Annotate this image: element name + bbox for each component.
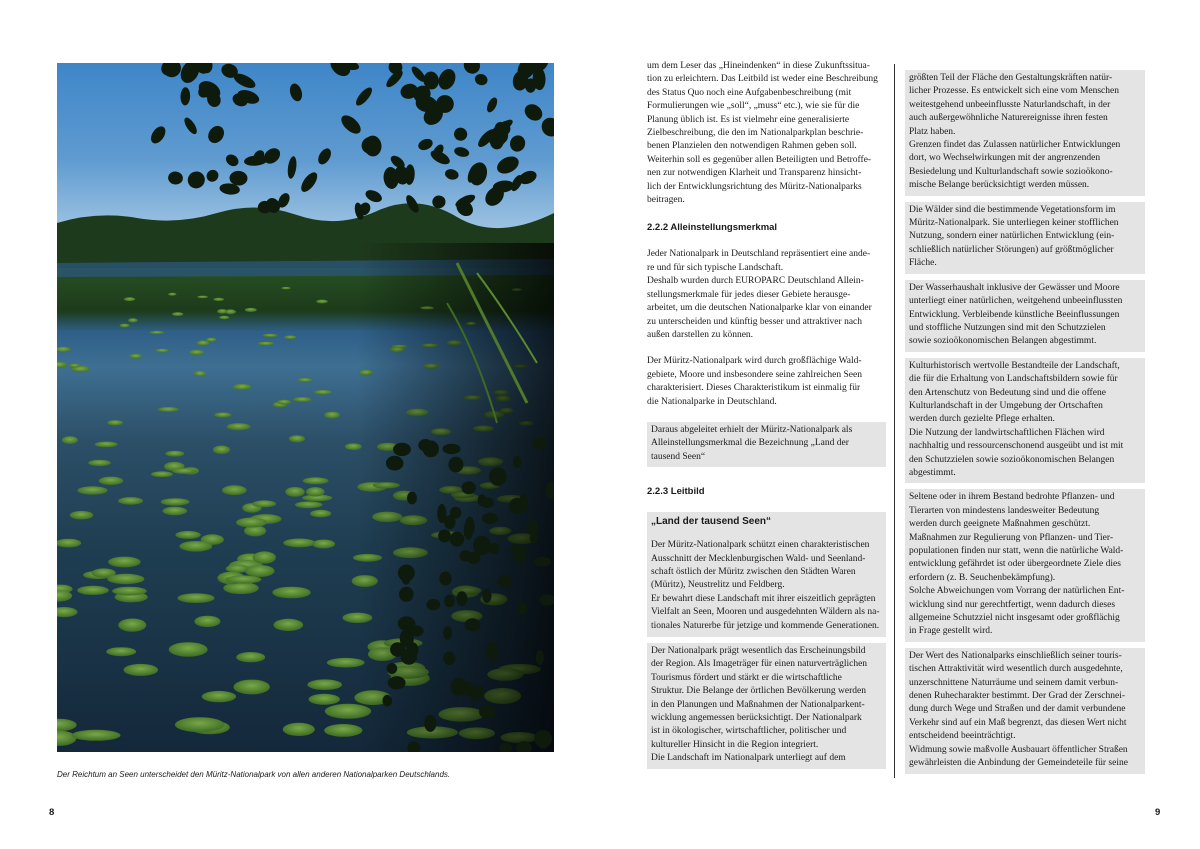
lily-pad [149, 331, 164, 334]
text-line: auch außergewöhnliche Naturereignisse ihren festen [909, 113, 1108, 124]
text-line: Er bewahrt diese Landschaft mit ihrer eiszeitlich geprägten [651, 593, 876, 604]
text-line: Die Nutzung der landwirtschaftlichen Flächen wird [909, 427, 1105, 438]
leitbild-box-5 [905, 280, 1145, 352]
text-line: lich der Entwicklungsrichtung des Müritz-Nationalparks [647, 181, 862, 192]
shrub-leaf [509, 498, 527, 514]
text-line: charakterisiert. Dieses Charakteristikum ist einmalig für [647, 383, 861, 394]
shrub-leaf [480, 497, 493, 508]
text-line: kultureller Hinsicht in die Region integriert. [651, 739, 819, 750]
lily-pad [172, 468, 196, 474]
shrub-leaf [387, 663, 398, 674]
text-line: Kulturhistorisch wertvolle Bestandteile der Landschaft, [909, 360, 1120, 371]
lily-pad [225, 575, 261, 583]
lily-pad [57, 607, 78, 617]
text-line: werden durch gezielte Pflege erhalten. [909, 414, 1055, 425]
lily-pad [214, 412, 231, 417]
text-line: Struktur. Die Belange der örtlichen Bevölkerung werden [651, 686, 867, 697]
shrub-leaf [467, 552, 480, 565]
lily-pad [222, 485, 247, 495]
lily-pad [88, 460, 111, 466]
lily-pad [196, 340, 209, 345]
tree-leaf [364, 188, 384, 205]
shrub-leaf [490, 543, 500, 554]
tree-leaf [180, 87, 190, 106]
lily-pad [168, 293, 176, 296]
text-line: Alleinstellungsmerkmal die Bezeichnung „Land der [651, 438, 849, 449]
tree-leaf [435, 66, 458, 92]
alleinstellung-paragraph-1 [647, 248, 886, 342]
lily-pad [77, 586, 109, 595]
page-number-right: 9 [1155, 807, 1161, 818]
lily-pad [99, 477, 124, 485]
tree-leaf [167, 171, 183, 186]
text-line: denen Ruhecharakter bestimmt. Der Grad der Zerschnei- [909, 691, 1126, 702]
alleinstellung-paragraph-2 [647, 355, 886, 409]
lily-pad [236, 652, 265, 662]
lily-pad [57, 731, 76, 746]
text-line: und stoffliche Nutzungen sind mit den Schutzzielen [909, 322, 1106, 333]
lily-pad [189, 350, 204, 355]
lily-pad [274, 619, 304, 631]
lily-pad [197, 296, 208, 299]
shrub-leaf [386, 456, 404, 471]
lily-pad [213, 446, 230, 455]
text-line: entscheidend beeinträchtigt. [909, 731, 1016, 742]
shrub-leaf [464, 521, 473, 540]
shrub-leaf [426, 599, 440, 610]
text-line: die Nationalparke in Deutschland. [647, 396, 777, 407]
text-line: wicklung angemessen berücksichtigt. Der Nationalpark [651, 713, 862, 724]
lily-pad [324, 724, 362, 737]
text-line: Die Landschaft im Nationalpark unterliegt auf dem [651, 753, 846, 764]
text-line: des Status Quo noch eine Aufgabenbeschreibung (mit [647, 87, 852, 98]
text-line: Tierarten von mindestens landesweiter Bedeutung [909, 505, 1100, 516]
shrub-leaf [527, 520, 539, 535]
tree-leaf [160, 63, 184, 80]
lily-pad [219, 316, 229, 320]
text-line: unzerschnittene Naturräume und seinem damit verbun- [909, 677, 1119, 688]
leitbild-box-6 [905, 358, 1145, 484]
tree-leaf [538, 115, 554, 140]
text-line: tischen Attraktivität wird wesentlich durch ausgedehnte, [909, 664, 1123, 675]
text-line: Fläche. [909, 258, 937, 269]
shrub-leaf [482, 589, 491, 603]
lily-pad [62, 436, 78, 444]
text-line: erfordern (z. B. Seuchenbekämpfung). [909, 572, 1056, 583]
right-page-right-column [905, 70, 1145, 780]
shrub-leaf [443, 652, 455, 665]
leitbild-box-8 [905, 648, 1145, 774]
shrub-leaf [444, 595, 455, 608]
tree-leaf [521, 101, 545, 124]
shrub-leaf [456, 591, 467, 606]
lily-pad [120, 324, 130, 328]
shrub-leaf [393, 443, 411, 456]
lily-pad [316, 300, 328, 304]
lily-pad [161, 498, 190, 505]
text-line: allgemeine Schutzziel nicht insgesamt oder großflächig [909, 613, 1120, 624]
tree-leaf [453, 146, 470, 159]
text-line: Solche Abweichungen vom Vorrang der natürlichen Ent- [909, 586, 1125, 597]
lily-pad [57, 539, 81, 548]
text-line: stellungsmerkmale für jedes dieser Gebiete herausge- [647, 289, 851, 300]
text-line: Jeder Nationalpark in Deutschland repräsentiert eine ande- [647, 249, 871, 260]
text-line: benen Planzielen den notwendigen Rahmen geben soll. [647, 141, 857, 152]
tree-leaf [452, 126, 469, 143]
lily-pad [158, 407, 179, 412]
text-line: Die Wälder sind die bestimmende Vegetationsform im [909, 204, 1116, 215]
lily-pad [77, 486, 107, 494]
shrub-leaf [407, 492, 417, 505]
shrub-leaf [399, 587, 414, 602]
text-line: außen darstellen zu können. [647, 329, 754, 340]
tree-leaf [182, 116, 199, 136]
lily-pad [298, 378, 313, 382]
text-line: nachhaltig und ressourcenschonend ausgeübt und ist mit [909, 441, 1124, 452]
shrub-leaf [401, 649, 417, 665]
tree-leaf [338, 112, 364, 137]
shrub-leaf [438, 529, 451, 542]
lily-pad [295, 501, 323, 508]
lily-pad [178, 593, 215, 603]
text-line: zu unterscheiden und künftig besser und attraktiver nach [647, 316, 862, 327]
text-line: um dem Leser das „Hineindenken“ in diese Zukunftssitua- [647, 61, 870, 71]
lily-pad [314, 390, 332, 395]
column-divider [894, 64, 895, 778]
lily-pad [155, 349, 169, 353]
text-line: abgestimmt. [909, 467, 956, 478]
leitbild-box-3 [905, 70, 1145, 196]
lily-pad [257, 342, 274, 346]
tree-leaf [353, 85, 374, 108]
text-line: Grenzen findet das Zulassen natürlicher Entwicklungen [909, 140, 1121, 151]
text-line: in den Planungen und Maßnahmen der Nationalparkent- [651, 699, 865, 710]
lily-pad [245, 565, 275, 577]
lily-pad [307, 679, 342, 690]
lily-pad [283, 539, 315, 548]
lily-pad [284, 335, 297, 339]
lake-photo [57, 63, 554, 752]
lily-pad [169, 642, 208, 657]
text-line: licher Prozesse. Es entwickelt sich eine vom Menschen [909, 86, 1119, 97]
shrub-leaf [463, 682, 475, 697]
lily-pad [202, 691, 236, 702]
tree-leaf [417, 137, 435, 152]
tree-leaf [185, 168, 208, 191]
shrub-leaf [482, 513, 498, 524]
text-line: populationen finden nur statt, wenn die natürliche Wald- [909, 546, 1124, 556]
lily-pad [107, 574, 144, 584]
shrub-leaf [465, 618, 481, 631]
shrub-leaf [409, 626, 423, 637]
text-line: tion zu erleichtern. Das Leitbild ist weder eine Beschreibung [647, 74, 878, 85]
text-line: Entwicklung. Verbleibende künstliche Beeinflussungen [909, 309, 1120, 320]
lily-pad [175, 531, 200, 539]
tree-leaf [485, 96, 499, 114]
text-line: in Frage gestellt wird. [909, 626, 993, 637]
shrub-leaf [513, 547, 526, 563]
lily-pad [289, 435, 305, 442]
shrub-leaf [518, 602, 527, 614]
tree-leaf [508, 133, 527, 153]
shrub-leaf [418, 439, 432, 451]
lily-pad [312, 540, 335, 549]
lily-pad [253, 551, 276, 563]
page-number-left: 8 [49, 807, 55, 818]
shrub-leaf [532, 438, 546, 449]
lily-pad [245, 308, 257, 312]
text-line: werden durch geeignete Maßnahmen geschützt. [909, 519, 1091, 530]
shrub-leaf [489, 467, 507, 486]
text-line: arbeitet, um die deutschen Nationalparke klar von einander [647, 303, 872, 314]
lily-pad [236, 518, 267, 528]
lily-pad [165, 451, 184, 457]
lily-pad [172, 312, 183, 316]
tree-leaf [409, 64, 428, 84]
lily-pad [108, 557, 140, 568]
text-line: unterliegt einer natürlichen, weitgehend unbeeinflussten [909, 296, 1123, 307]
shrub-leaf [536, 650, 544, 665]
text-line: Kulturlandschaft in der Umgebung der Ortschaften [909, 400, 1103, 411]
lily-pad [118, 497, 143, 505]
text-line: tionales Naturerbe für jetzige und kommende Generationen. [651, 620, 880, 631]
lily-pad [124, 664, 159, 676]
shrub-leaf [398, 565, 415, 582]
lily-pad [194, 616, 220, 627]
lily-pad [71, 730, 120, 741]
lily-pad [272, 587, 310, 599]
tree-leaf [298, 170, 320, 195]
tree-leaf [205, 123, 227, 146]
shrub-leaf [382, 695, 392, 707]
lily-pad [95, 442, 118, 448]
lily-pad [227, 423, 251, 430]
tree-leaf [204, 167, 221, 184]
shrub-leaf [439, 572, 451, 586]
lily-pad [151, 471, 173, 477]
lily-pad [179, 541, 212, 552]
lily-pad [128, 318, 138, 322]
lily-pad [293, 397, 311, 402]
lake-photo-illustration [57, 63, 554, 752]
text-line: mische Belange berücksichtigt werden müssen. [909, 180, 1090, 191]
lily-pad [310, 510, 331, 518]
text-line: dung durch Wege und Straßen und der damit verbundene [909, 704, 1126, 715]
text-line: wicklung sind nur gerechtfertigt, wenn dadurch dieses [909, 599, 1116, 610]
lily-pad [281, 287, 290, 289]
text-line: Daraus abgeleitet erhielt der Müritz-Nationalpark als [651, 424, 853, 435]
lily-pad [124, 297, 135, 301]
text-line: Der Müritz-Nationalpark wird durch großflächige Wald- [647, 356, 862, 367]
text-line: nen zur notwendigen Klarheit und Transparenz hinsicht- [647, 168, 862, 179]
text-line: Deshalb wurden durch EUROPARC Deutschland Allein- [647, 276, 864, 287]
shrub-leaf [486, 642, 498, 662]
tree-leaf [316, 146, 334, 166]
shrub-leaf [513, 456, 521, 468]
text-line: ist in ökologischer, wirtschaftlicher, politischer und [651, 726, 847, 737]
right-page-middle-column [647, 60, 886, 775]
lily-pad [57, 347, 71, 353]
text-line: re und für sich typische Landschaft. [647, 262, 784, 273]
text-line: der Region. Als Imageträger für einen naturverträglichen [651, 659, 868, 670]
lily-pad [57, 590, 72, 601]
lily-pad [306, 487, 325, 496]
text-line: Maßnahmen zur Regulierung von Pflanzen- und Tier- [909, 532, 1114, 543]
shrub-leaf [443, 626, 452, 639]
shrub-leaf [424, 715, 436, 732]
text-line: Weiterhin soll es gegenüber allen Beteiligten und Betroffe- [647, 154, 872, 165]
lily-pad [112, 587, 147, 596]
lily-pad [213, 298, 224, 301]
tree-leaf [286, 156, 297, 180]
shrub-leaf [450, 532, 465, 547]
text-line: Der Wert des Nationalparks einschließlich seiner touris- [909, 650, 1122, 661]
shrub-leaf [448, 457, 463, 473]
lily-pad [69, 364, 81, 368]
text-line: den Artenschutz von Bedeutung sind und die offene [909, 387, 1106, 398]
heading-2-2-2: 2.2.2 Alleinstellungsmerkmal [647, 222, 778, 234]
lily-pad [234, 680, 270, 695]
text-line: tausend Seen“ [651, 451, 706, 462]
lily-pad [107, 420, 123, 425]
alleinstellung-box [647, 422, 886, 467]
lily-pad [285, 487, 304, 497]
lily-pad [129, 354, 142, 359]
text-line: Der Nationalpark prägt wesentlich das Erscheinungsbild [651, 646, 866, 656]
text-line: Tourismus fördert und stärkt er die wirtschaftliche [651, 672, 842, 683]
text-line: Der Müritz-Nationalpark schützt einen charakteristischen [651, 540, 870, 551]
text-line: dort, wo Wechselwirkungen mit der angrenzenden [909, 153, 1101, 164]
tree-leaf [261, 145, 283, 167]
text-line: Der Wasserhaushalt inklusive der Gewässer und Moore [909, 282, 1120, 293]
lily-pad [57, 362, 67, 368]
text-line: Platz haben. [909, 126, 956, 137]
leitbild-title-box [647, 512, 886, 637]
photo-caption: Der Reichtum an Seen unterscheidet den Müritz-Nationalpark von allen anderen Nationalparken Deutschlands. [57, 770, 451, 779]
text-line: größten Teil der Fläche den Gestaltungskräften natür- [909, 73, 1113, 83]
text-line: Formulierungen wie „soll“, „muss“ etc.), wie sie für die [647, 101, 860, 112]
text-line: gebiete, Moore und insbesondere seine zahlreichen Seen [647, 369, 862, 380]
lily-pad [70, 511, 93, 520]
text-line: weitestgehend unbeeinflusste Naturlandschaft, in der [909, 99, 1111, 110]
tree-leaf [288, 82, 304, 103]
leitbild-box-1-text [651, 539, 882, 633]
text-line: Ausschnitt der Mecklenburgischen Wald- und Seenland- [651, 553, 866, 564]
tree-leaf [224, 152, 241, 168]
lily-pad [324, 412, 339, 419]
text-line: Widmung sowie maßvolle Ausbauart öffentlicher Straßen [909, 744, 1128, 755]
text-line: Nutzung, sondern einer natürlichen Entwicklung (ein- [909, 231, 1115, 242]
text-line: schaft östlich der Müritz zwischen den Städten Waren [651, 566, 856, 577]
lily-pad [175, 717, 224, 732]
shrub-leaf [479, 705, 496, 719]
shrub-leaf [388, 676, 406, 689]
lily-pad [57, 719, 77, 732]
tree-leaf [494, 153, 521, 177]
lily-pad [233, 384, 251, 390]
leitbild-box-2 [647, 643, 886, 769]
lily-pad [309, 694, 340, 705]
lily-pad [217, 309, 227, 314]
text-line: Seltene oder in ihrem Bestand bedrohte Pflanzen- und [909, 492, 1115, 503]
text-line: Zielbeschreibung, die den im Nationalparkplan beschrie- [647, 128, 864, 139]
lily-pad [106, 647, 136, 656]
shrub-leaf [534, 557, 551, 567]
lily-pad [277, 400, 291, 405]
lily-pad [303, 477, 329, 484]
text-line: Verkehr sind auf ein Maß begrenzt, das diesen Wert nicht [909, 717, 1127, 728]
lily-pad [118, 619, 146, 632]
lily-pad [194, 371, 206, 377]
text-line: Vielfalt an Seen, Mooren und ausgedehnten Wäldern als na- [651, 607, 880, 618]
lily-pad [263, 334, 278, 337]
lily-pad [163, 507, 188, 516]
shrub-leaf [497, 575, 512, 588]
text-line: den Schutzzielen sowie sozioökonomischen Belangen [909, 454, 1115, 465]
shrub-leaf [462, 481, 476, 494]
text-line: die für die Erhaltung von Landschaftsbildern sowie für [909, 374, 1118, 385]
leitbild-box-4 [905, 202, 1145, 274]
intro-paragraph [647, 60, 886, 207]
tree-leaf [148, 124, 168, 146]
text-line: schließlich natürlicher Störungen) auf größtmöglicher [909, 244, 1114, 255]
text-line: Planung üblich ist. Es ist vielmehr eine generalisierte [647, 114, 850, 125]
leitbild-box-7 [905, 489, 1145, 641]
heading-2-2-3: 2.2.3 Leitbild [647, 486, 705, 498]
tree-leaf [444, 168, 460, 181]
leitbild-title: „Land der tausend Seen“ [651, 516, 772, 528]
lily-pad [283, 723, 315, 736]
text-line: (Müritz), Neustrelitz und Feldberg. [651, 580, 785, 591]
text-line: gewährleisten die Anbindung der Gemeindeteile für seine [909, 758, 1128, 769]
shrub-leaf [437, 504, 446, 523]
lily-pad [252, 500, 276, 507]
shrub-leaf [443, 444, 461, 454]
shrub-leaf [537, 737, 549, 749]
text-line: sowie sozioökonomischen Belangen abgestimmt. [909, 336, 1097, 347]
text-line: entwicklung gefährdet ist oder übergeordnete Ziele dies [909, 559, 1121, 570]
text-line: Müritz-Nationalpark. Sie unterliegen keiner stofflichen [909, 218, 1119, 229]
tree-leaf [473, 72, 489, 87]
tree-leaf [229, 170, 248, 186]
text-line: Besiedelung und Kulturlandschaft sowie sozioökono- [909, 166, 1113, 177]
text-line: beitragen. [647, 195, 685, 206]
